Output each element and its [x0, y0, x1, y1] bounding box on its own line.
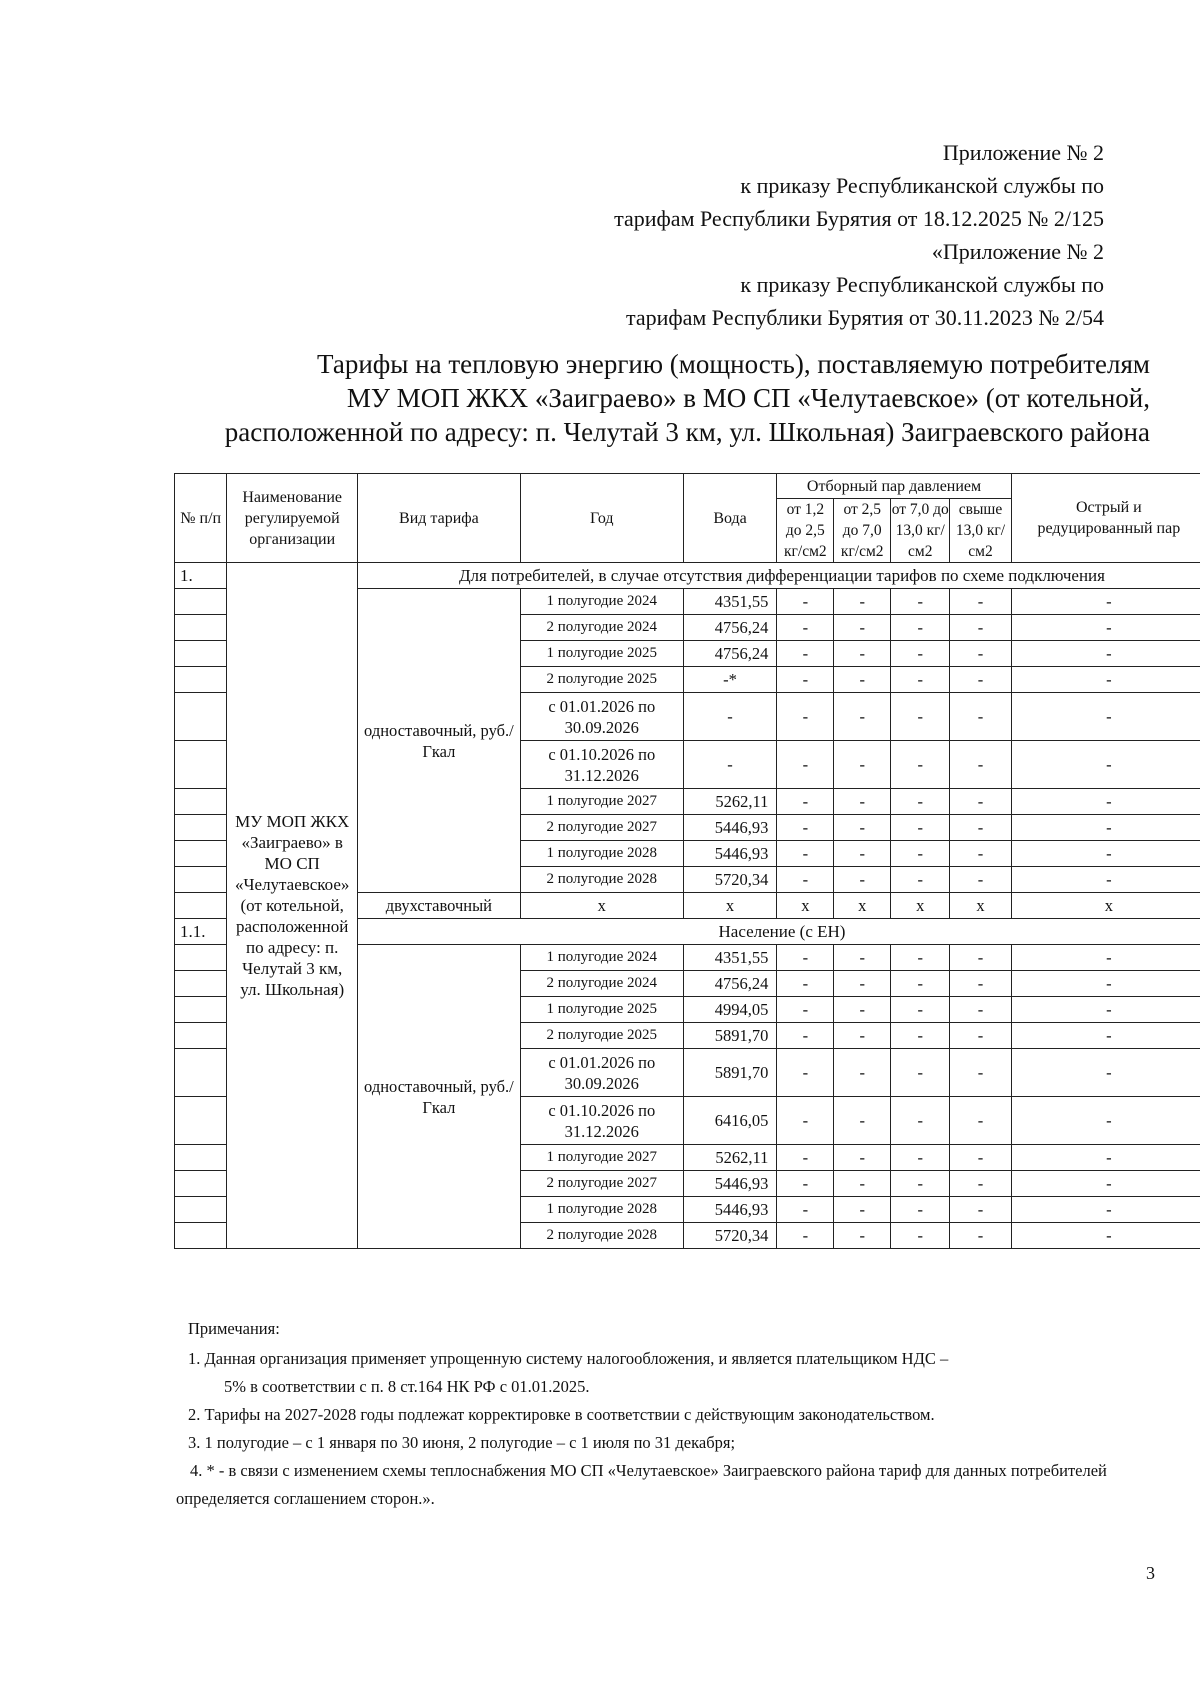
dash-cell: - [891, 1223, 950, 1249]
header-line: тарифам Республики Бурятия от 30.11.2023 № 2/54 [625, 305, 1104, 330]
dash-cell: - [1011, 1097, 1200, 1145]
dash-cell: - [777, 1171, 834, 1197]
note-item: 2. Тарифы на 2027-2028 годы подлежат корректировке в соответствии с действующим законодательством. [188, 1405, 935, 1424]
dash-cell: - [891, 1171, 950, 1197]
period-cell: 1 полугодие 2024 [520, 589, 683, 615]
tariff-type-two-rate: двухставочный [357, 893, 520, 919]
period-cell: 1 полугодие 2028 [520, 841, 683, 867]
dash-cell: - [1011, 1197, 1200, 1223]
dash-cell: - [777, 971, 834, 997]
note-item: 5% в соответствии с п. 8 ст.164 НК РФ с 01.01.2025. [224, 1377, 590, 1396]
x-cell: x [834, 893, 891, 919]
dash-cell: - [950, 615, 1011, 641]
period-cell: 2 полугодие 2028 [520, 1223, 683, 1249]
row-num-cell [175, 997, 227, 1023]
dash-cell: - [1011, 971, 1200, 997]
dash-cell: - [891, 867, 950, 893]
dash-cell: - [1011, 1171, 1200, 1197]
dash-cell: - [1011, 945, 1200, 971]
notes-section [176, 1315, 1158, 1513]
row-num-cell [175, 615, 227, 641]
dash-cell: - [1011, 841, 1200, 867]
dash-cell: - [891, 1023, 950, 1049]
header-year: Год [520, 474, 683, 563]
dash-cell: - [1011, 693, 1200, 741]
dash-cell: - [777, 789, 834, 815]
dash-cell: - [891, 1145, 950, 1171]
row-num-cell [175, 789, 227, 815]
row-num-cell [175, 641, 227, 667]
water-value: - [683, 741, 777, 789]
dash-cell: - [1011, 1023, 1200, 1049]
dash-cell: - [891, 589, 950, 615]
water-value: 5720,34 [683, 1223, 777, 1249]
water-value: 5446,93 [683, 841, 777, 867]
group-num: 1. [175, 563, 227, 589]
dash-cell: - [834, 667, 891, 693]
header-p4: свыше 13,0 кг/см2 [950, 499, 1011, 563]
row-num-cell [175, 815, 227, 841]
dash-cell: - [1011, 867, 1200, 893]
dash-cell: - [891, 841, 950, 867]
group-label: Население (с ЕН) [357, 919, 1200, 945]
dash-cell: - [777, 945, 834, 971]
dash-cell: - [834, 1049, 891, 1097]
dash-cell: - [777, 867, 834, 893]
row-num-cell [175, 1049, 227, 1097]
dash-cell: - [950, 945, 1011, 971]
row-num-cell [175, 667, 227, 693]
dash-cell: - [777, 1145, 834, 1171]
header-line: «Приложение № 2 [931, 239, 1104, 264]
tariff-type-single: одноставочный, руб./Гкал [357, 589, 520, 893]
period-cell: 1 полугодие 2027 [520, 789, 683, 815]
dash-cell: - [950, 971, 1011, 997]
dash-cell: - [834, 997, 891, 1023]
period-cell: с 01.01.2026 по 30.09.2026 [520, 1049, 683, 1097]
group-label: Для потребителей, в случае отсутствия дифференциации тарифов по схеме подключения [357, 563, 1200, 589]
period-cell: 2 полугодие 2025 [520, 1023, 683, 1049]
period-cell: с 01.10.2026 по 31.12.2026 [520, 1097, 683, 1145]
dash-cell: - [777, 615, 834, 641]
header-steam: Отборный пар давлением [777, 474, 1011, 499]
dash-cell: - [777, 741, 834, 789]
dash-cell: - [777, 1223, 834, 1249]
dash-cell: - [891, 789, 950, 815]
row-num-cell [175, 945, 227, 971]
dash-cell: - [950, 1171, 1011, 1197]
dash-cell: - [834, 815, 891, 841]
x-cell: x [777, 893, 834, 919]
row-num-cell [175, 893, 227, 919]
row-num-cell [175, 1171, 227, 1197]
row-num-cell [175, 841, 227, 867]
period-cell: 2 полугодие 2025 [520, 667, 683, 693]
dash-cell: - [1011, 789, 1200, 815]
dash-cell: - [834, 945, 891, 971]
dash-cell: - [834, 693, 891, 741]
dash-cell: - [777, 1097, 834, 1145]
row-num-cell [175, 693, 227, 741]
page-number: 3 [1146, 1563, 1155, 1583]
period-cell: 1 полугодие 2028 [520, 1197, 683, 1223]
water-value: - [683, 693, 777, 741]
document-title [150, 347, 1150, 449]
dash-cell: - [950, 1145, 1011, 1171]
x-cell: x [1011, 893, 1200, 919]
dash-cell: - [950, 741, 1011, 789]
group-row [175, 563, 1200, 589]
dash-cell: - [950, 1023, 1011, 1049]
dash-cell: - [777, 997, 834, 1023]
org-name: МУ МОП ЖКХ «Заиграево» в МО СП «Челутаевское» (от котельной, расположенной по адресу: п. Челутай 3 км, ул. Школьная) [227, 563, 358, 1249]
period-cell: 2 полугодие 2027 [520, 1171, 683, 1197]
period-cell: 1 полугодие 2025 [520, 641, 683, 667]
dash-cell: - [891, 693, 950, 741]
title-line: МУ МОП ЖКХ «Заиграево» в МО СП «Челутаевское» (от котельной, [346, 383, 1150, 413]
dash-cell: - [1011, 1223, 1200, 1249]
dash-cell: - [1011, 741, 1200, 789]
dash-cell: - [777, 641, 834, 667]
dash-cell: - [777, 1197, 834, 1223]
dash-cell: - [891, 667, 950, 693]
header-water: Вода [683, 474, 777, 563]
header-sharp-steam: Острый и редуцированный пар [1011, 474, 1200, 563]
dash-cell: - [891, 741, 950, 789]
dash-cell: - [834, 741, 891, 789]
header-p2: от 2,5 до 7,0 кг/см2 [834, 499, 891, 563]
dash-cell: - [834, 867, 891, 893]
notes-title: Примечания: [188, 1319, 280, 1338]
period-cell: 2 полугодие 2028 [520, 867, 683, 893]
dash-cell: - [891, 641, 950, 667]
dash-cell: - [950, 789, 1011, 815]
dash-cell: - [777, 1049, 834, 1097]
row-num-cell [175, 1197, 227, 1223]
dash-cell: - [1011, 1145, 1200, 1171]
water-value: 5446,93 [683, 815, 777, 841]
title-line: Тарифы на тепловую энергию (мощность), поставляемую потребителям [317, 349, 1150, 379]
dash-cell: - [834, 589, 891, 615]
dash-cell: - [950, 1197, 1011, 1223]
dash-cell: - [950, 1223, 1011, 1249]
dash-cell: - [950, 841, 1011, 867]
period-cell: 1 полугодие 2024 [520, 945, 683, 971]
dash-cell: - [891, 945, 950, 971]
water-value: 4756,24 [683, 641, 777, 667]
dash-cell: - [950, 667, 1011, 693]
dash-cell: - [950, 693, 1011, 741]
row-num-cell [175, 971, 227, 997]
x-cell: x [520, 893, 683, 919]
dash-cell: - [950, 589, 1011, 615]
header-p3: от 7,0 до 13,0 кг/см2 [891, 499, 950, 563]
table-header-row [175, 474, 1200, 499]
water-value: 5720,34 [683, 867, 777, 893]
dash-cell: - [950, 641, 1011, 667]
dash-cell: - [891, 997, 950, 1023]
dash-cell: - [891, 971, 950, 997]
water-value: -* [683, 667, 777, 693]
water-value: 4994,05 [683, 997, 777, 1023]
dash-cell: - [834, 615, 891, 641]
dash-cell: - [834, 789, 891, 815]
dash-cell: - [834, 841, 891, 867]
dash-cell: - [950, 867, 1011, 893]
water-value: 4756,24 [683, 971, 777, 997]
water-value: 5891,70 [683, 1049, 777, 1097]
water-value: 5262,11 [683, 1145, 777, 1171]
dash-cell: - [1011, 1049, 1200, 1097]
note-item: 1. Данная организация применяет упрощенную систему налогообложения, и является плательщиком НДС – [188, 1349, 949, 1368]
dash-cell: - [891, 815, 950, 841]
dash-cell: - [1011, 815, 1200, 841]
dash-cell: - [1011, 667, 1200, 693]
water-value: 4351,55 [683, 589, 777, 615]
dash-cell: - [777, 815, 834, 841]
x-cell: x [950, 893, 1011, 919]
dash-cell: - [777, 693, 834, 741]
water-value: 5891,70 [683, 1023, 777, 1049]
appendix-header [614, 136, 1104, 334]
water-value: 5446,93 [683, 1197, 777, 1223]
row-num-cell [175, 589, 227, 615]
dash-cell: - [950, 1049, 1011, 1097]
title-line: расположенной по адресу: п. Челутай 3 км, ул. Школьная) Заиграевского района [224, 417, 1150, 447]
water-value: 4756,24 [683, 615, 777, 641]
period-cell: с 01.01.2026 по 30.09.2026 [520, 693, 683, 741]
header-line: Приложение № 2 [942, 140, 1104, 165]
tariff-table [174, 473, 1200, 1249]
period-cell: 1 полугодие 2025 [520, 997, 683, 1023]
dash-cell: - [834, 1023, 891, 1049]
note-item: 4. * - в связи с изменением схемы теплоснабжения МО СП «Челутаевское» Заиграевского района тариф для данных потребителей определяется соглашением сторон.». [176, 1461, 1107, 1508]
dash-cell: - [891, 615, 950, 641]
dash-cell: - [834, 1171, 891, 1197]
dash-cell: - [777, 589, 834, 615]
row-num-cell [175, 741, 227, 789]
row-num-cell [175, 1145, 227, 1171]
dash-cell: - [1011, 641, 1200, 667]
tariff-type-single: одноставочный, руб./Гкал [357, 945, 520, 1249]
dash-cell: - [950, 815, 1011, 841]
dash-cell: - [834, 971, 891, 997]
header-line: к приказу Республиканской службы по [740, 173, 1104, 198]
header-line: к приказу Республиканской службы по [740, 272, 1104, 297]
dash-cell: - [834, 1197, 891, 1223]
dash-cell: - [777, 667, 834, 693]
dash-cell: - [891, 1197, 950, 1223]
water-value: 5446,93 [683, 1171, 777, 1197]
header-num: № п/п [175, 474, 227, 563]
dash-cell: - [834, 1223, 891, 1249]
dash-cell: - [1011, 589, 1200, 615]
period-cell: 2 полугодие 2024 [520, 971, 683, 997]
header-p1: от 1,2 до 2,5 кг/см2 [777, 499, 834, 563]
header-tariff-type: Вид тарифа [357, 474, 520, 563]
row-num-cell [175, 1097, 227, 1145]
dash-cell: - [777, 1023, 834, 1049]
dash-cell: - [834, 641, 891, 667]
dash-cell: - [1011, 615, 1200, 641]
dash-cell: - [1011, 997, 1200, 1023]
note-item: 3. 1 полугодие – с 1 января по 30 июня, 2 полугодие – с 1 июля по 31 декабря; [188, 1433, 736, 1452]
water-value: 6416,05 [683, 1097, 777, 1145]
period-cell: 1 полугодие 2027 [520, 1145, 683, 1171]
dash-cell: - [950, 997, 1011, 1023]
header-org: Наименование регулируемой организации [227, 474, 358, 563]
dash-cell: - [834, 1145, 891, 1171]
row-num-cell [175, 1223, 227, 1249]
dash-cell: - [777, 841, 834, 867]
period-cell: 2 полугодие 2024 [520, 615, 683, 641]
dash-cell: - [891, 1049, 950, 1097]
group-num: 1.1. [175, 919, 227, 945]
x-cell: x [683, 893, 777, 919]
dash-cell: - [834, 1097, 891, 1145]
water-value: 5262,11 [683, 789, 777, 815]
dash-cell: - [891, 1097, 950, 1145]
row-num-cell [175, 1023, 227, 1049]
header-line: тарифам Республики Бурятия от 18.12.2025 № 2/125 [614, 206, 1104, 231]
water-value: 4351,55 [683, 945, 777, 971]
x-cell: x [891, 893, 950, 919]
row-num-cell [175, 867, 227, 893]
dash-cell: - [950, 1097, 1011, 1145]
period-cell: 2 полугодие 2027 [520, 815, 683, 841]
period-cell: с 01.10.2026 по 31.12.2026 [520, 741, 683, 789]
